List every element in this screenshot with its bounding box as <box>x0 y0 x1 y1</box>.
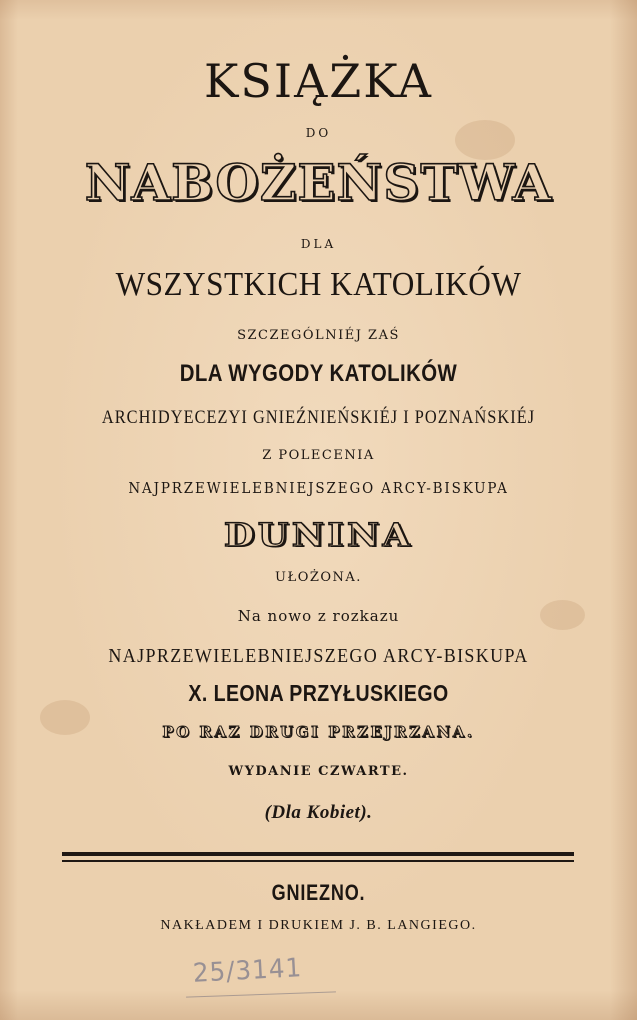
title-connector-do: DO <box>305 126 332 140</box>
archbishop-title-2: NAJPRZEWIELEBNIEJSZEGO ARCY-BISKUPA <box>108 645 529 667</box>
composed-line: UŁOŻONA. <box>275 570 362 585</box>
subtitle-line: SZCZEGÓLNIÉJ ZAŚ <box>237 328 400 343</box>
title-connector-dla: DLA <box>300 237 337 251</box>
edition-line: WYDANIE CZWARTE. <box>228 764 409 779</box>
shelfmark-underline <box>186 991 336 997</box>
audience-note: (Dla Kobiet). <box>264 802 373 823</box>
book-title-main: NABOŻEŃSTWA <box>84 153 553 212</box>
divider-rule-thick <box>62 852 574 856</box>
archbishop-name-dunin: DUNINA <box>223 516 414 554</box>
audience-heading: WSZYSTKICH KATOLIKÓW <box>115 266 522 303</box>
archbishop-name-leon: X. LEONA PRZYŁUSKIEGO <box>188 680 449 706</box>
divider-rule-thin <box>62 860 574 862</box>
book-title: KSIĄŻKA <box>204 54 433 108</box>
subtitle-bold: DLA WYGODY KATOLIKÓW <box>179 360 458 387</box>
commission-line: Z POLECENIA <box>262 448 375 463</box>
revision-line: PO RAZ DRUGI PRZEJRZANA. <box>162 723 475 741</box>
renewed-line: Na nowo z rozkazu <box>237 607 400 625</box>
archdioceses-line: ARCHIDYECEZYI GNIEŹNIEŃSKIÉJ I POZNAŃSKIÉJ <box>101 407 536 428</box>
imprint-city: GNIEZNO. <box>271 880 366 905</box>
archbishop-title-1: NAJPRZEWIELEBNIEJSZEGO ARCY-BISKUPA <box>128 481 509 497</box>
imprint-publisher: NAKŁADEM I DRUKIEM J. B. LANGIEGO. <box>160 918 477 933</box>
library-shelfmark: 25/3141 <box>192 953 303 989</box>
